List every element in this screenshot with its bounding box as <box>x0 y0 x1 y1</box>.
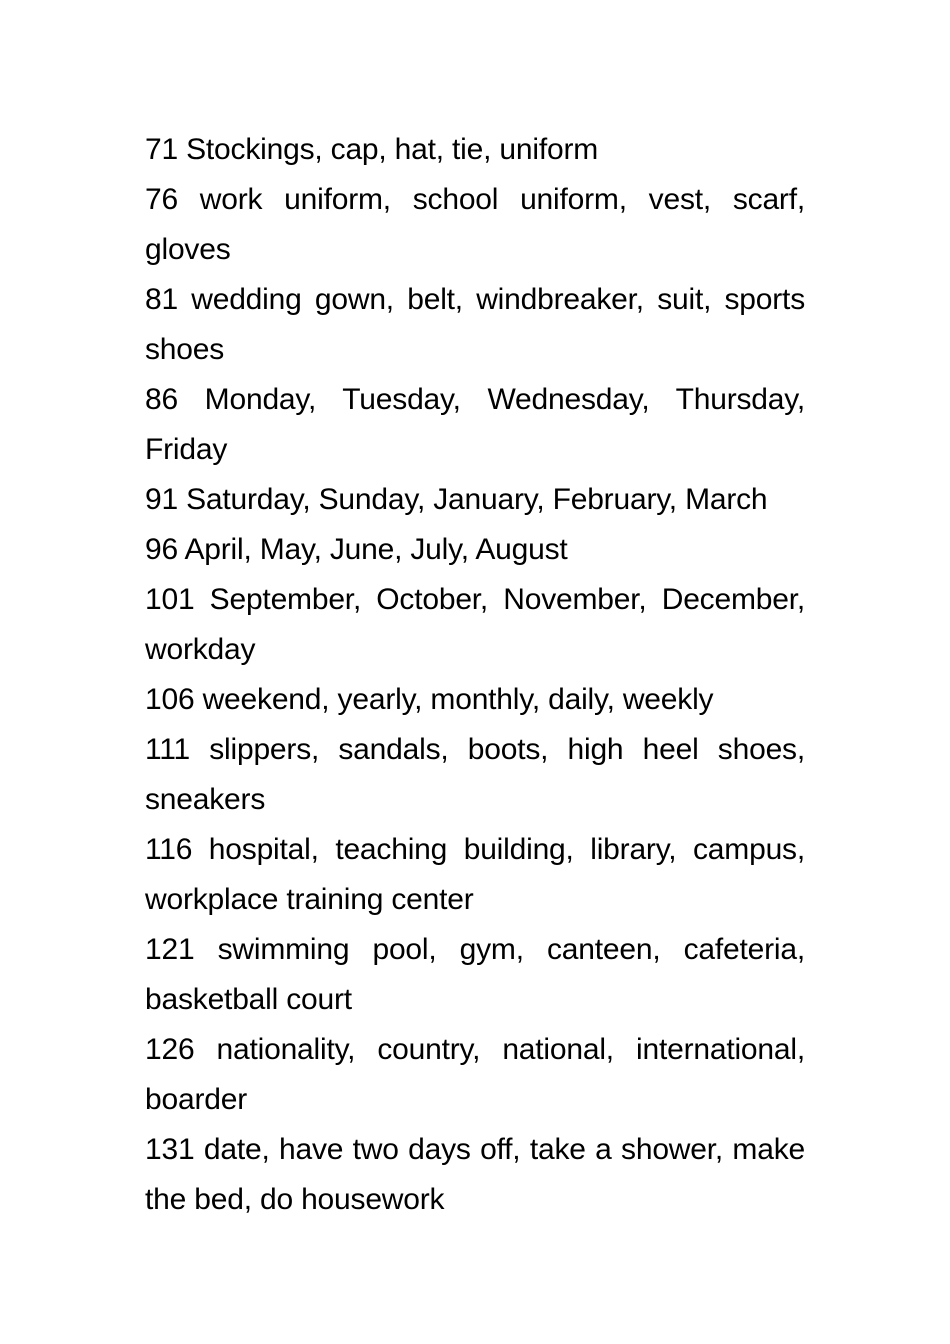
vocabulary-paragraph: 76 work uniform, school uniform, vest, scarf, gloves <box>145 183 805 266</box>
vocabulary-paragraph: 121 swimming pool, gym, canteen, cafeteria, basketball court <box>145 933 805 1016</box>
vocabulary-list <box>145 125 805 1225</box>
vocabulary-paragraph: 71 Stockings, cap, hat, tie, uniform <box>145 133 599 166</box>
vocabulary-paragraph: 101 September, October, November, December, workday <box>145 583 805 666</box>
vocabulary-paragraph: 131 date, have two days off, take a shower, make the bed, do housework <box>145 1133 805 1216</box>
vocabulary-paragraph: 106 weekend, yearly, monthly, daily, weekly <box>145 683 714 716</box>
vocabulary-paragraph: 111 slippers, sandals, boots, high heel shoes, sneakers <box>145 733 805 816</box>
vocabulary-paragraph: 116 hospital, teaching building, library, campus, workplace training center <box>145 833 805 916</box>
vocabulary-paragraph: 81 wedding gown, belt, windbreaker, suit, sports shoes <box>145 283 805 366</box>
vocabulary-paragraph: 91 Saturday, Sunday, January, February, March <box>145 483 768 516</box>
vocabulary-paragraph: 86 Monday, Tuesday, Wednesday, Thursday, Friday <box>145 383 805 466</box>
vocabulary-paragraph: 126 nationality, country, national, international, boarder <box>145 1033 805 1116</box>
vocabulary-paragraph: 96 April, May, June, July, August <box>145 533 568 566</box>
